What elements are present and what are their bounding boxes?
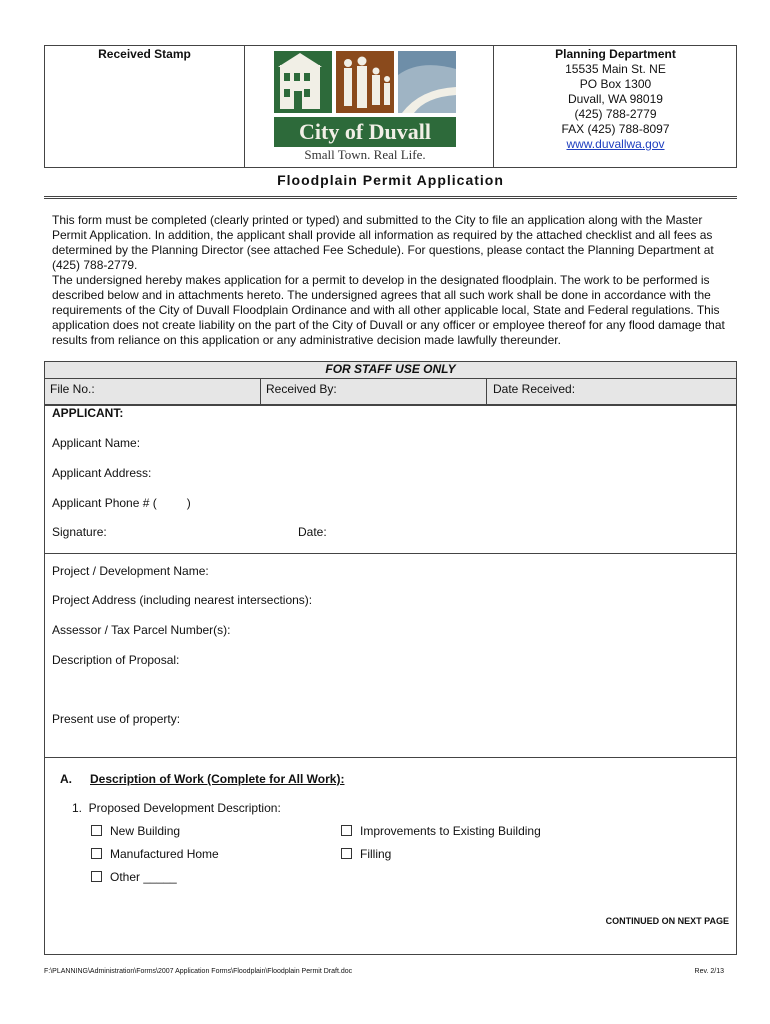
checkbox[interactable] bbox=[91, 848, 102, 859]
date-received-field[interactable]: Date Received: bbox=[493, 382, 576, 396]
option-improvements[interactable] bbox=[341, 824, 541, 838]
applicant-name-field[interactable]: Applicant Name: bbox=[52, 436, 141, 450]
option-other[interactable] bbox=[91, 870, 177, 884]
intro-paragraph-2: The undersigned hereby makes application for a permit to develop in the designated floodplain. The work to be performed is described below and in attachments hereto. The undersigned agrees that all such work shall be done in accordance with the requirements of the City of Duvall Floodplain Ordinance and with all other applicable local, State and Federal regulations. This application does not create liability on the part of the City of Duvall or any officer or employee thereof for any flood damage that results from reliance on this application or any administrative decision made lawfully thereunder. bbox=[52, 273, 725, 347]
planning-dept-block bbox=[494, 47, 737, 152]
address-line: PO Box 1300 bbox=[579, 77, 652, 91]
staff-row-line bbox=[44, 378, 737, 379]
signature-field[interactable]: Signature: bbox=[52, 525, 107, 539]
option-label: Manufactured Home bbox=[110, 847, 219, 861]
form-title: Floodplain Permit Application bbox=[277, 172, 504, 188]
address-line: 15535 Main St. NE bbox=[565, 62, 666, 76]
parcel-number-field[interactable]: Assessor / Tax Parcel Number(s): bbox=[52, 623, 231, 637]
header-divider-left bbox=[244, 45, 245, 168]
address-line: Duvall, WA 98019 bbox=[568, 92, 663, 106]
city-logo-graphic bbox=[270, 49, 460, 164]
footer-path: F:\PLANNING\Administration\Forms\2007 Application Forms\Floodplain\Floodplain Permit Draft.doc bbox=[44, 968, 353, 975]
applicant-phone-field[interactable]: Applicant Phone # ( ) bbox=[52, 496, 191, 510]
project-name-field[interactable]: Project / Development Name: bbox=[52, 564, 209, 578]
title-double-rule bbox=[44, 196, 737, 199]
planning-dept-title: Planning Department bbox=[555, 47, 676, 61]
applicant-heading: APPLICANT: bbox=[52, 406, 124, 420]
checkbox[interactable] bbox=[91, 871, 102, 882]
item-1-label: 1. Proposed Development Description: bbox=[72, 801, 281, 815]
applicant-address-field[interactable]: Applicant Address: bbox=[52, 466, 152, 480]
section-a-letter: A. bbox=[60, 772, 72, 786]
logo-tagline-text: Small Town. Real Life. bbox=[304, 147, 426, 162]
option-label: Other _____ bbox=[110, 870, 177, 884]
checkbox[interactable] bbox=[341, 848, 352, 859]
option-label: Filling bbox=[360, 847, 392, 861]
staff-divider-2 bbox=[486, 378, 487, 405]
file-no-field[interactable]: File No.: bbox=[50, 382, 95, 396]
intro-text bbox=[52, 213, 732, 348]
received-by-field[interactable]: Received By: bbox=[266, 382, 337, 396]
checkbox[interactable] bbox=[341, 825, 352, 836]
option-label: Improvements to Existing Building bbox=[360, 824, 541, 838]
proposal-description-field[interactable]: Description of Proposal: bbox=[52, 653, 180, 667]
staff-divider-1 bbox=[260, 378, 261, 405]
option-filling[interactable] bbox=[341, 847, 391, 861]
option-label: New Building bbox=[110, 824, 181, 838]
applicant-section-divider bbox=[44, 553, 737, 554]
present-use-field[interactable]: Present use of property: bbox=[52, 712, 181, 726]
footer-revision: Rev. 2/13 bbox=[694, 968, 724, 975]
received-stamp-label: Received Stamp bbox=[98, 47, 191, 61]
project-section-divider bbox=[44, 757, 737, 758]
continued-note: CONTINUED ON NEXT PAGE bbox=[605, 916, 729, 926]
fax-line: FAX (425) 788-8097 bbox=[561, 122, 670, 136]
city-logo bbox=[270, 49, 460, 164]
intro-paragraph-1: This form must be completed (clearly printed or typed) and submitted to the City to file an application along with the Master Permit Application. In addition, the applicant shall provide all information as required by the attached checklist and all fees as determined by the Planning Director (see attached Fee Schedule). For questions, please contact the Planning Department at (425) 788-2779. bbox=[52, 213, 714, 272]
option-manufactured-home[interactable] bbox=[91, 847, 219, 861]
option-new-building[interactable] bbox=[91, 824, 180, 838]
date-field[interactable]: Date: bbox=[298, 525, 327, 539]
phone-line: (425) 788-2779 bbox=[574, 107, 657, 121]
section-a-heading: Description of Work (Complete for All Work): bbox=[90, 772, 345, 786]
staff-use-title: FOR STAFF USE ONLY bbox=[325, 362, 456, 376]
checkbox[interactable] bbox=[91, 825, 102, 836]
logo-name-text: City of Duvall bbox=[299, 119, 431, 144]
project-address-field[interactable]: Project Address (including nearest intersections): bbox=[52, 593, 313, 607]
website-link[interactable]: www.duvallwa.gov bbox=[566, 137, 665, 151]
